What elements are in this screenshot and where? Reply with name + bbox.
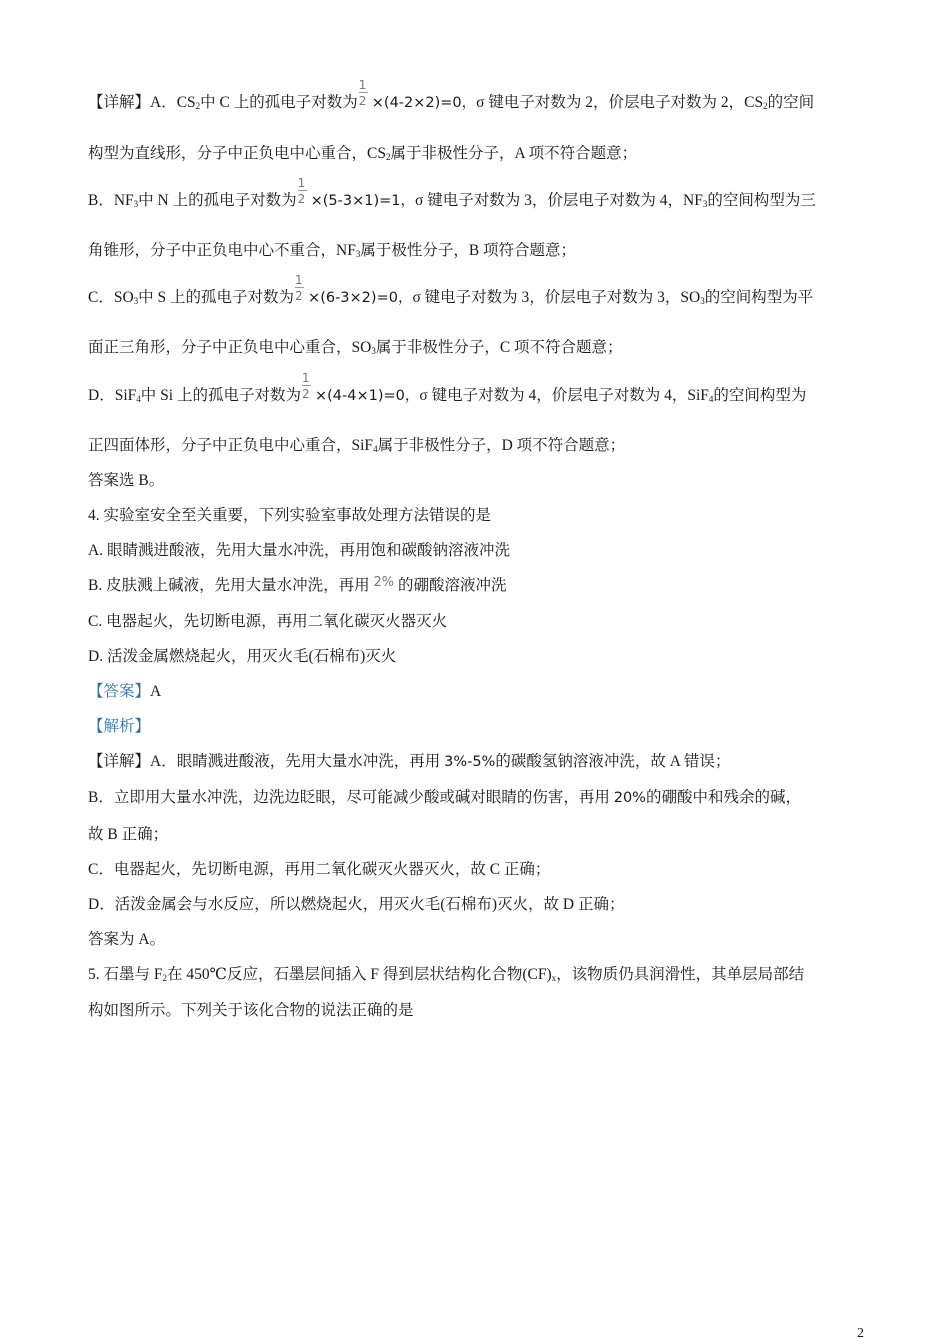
- answer-row: [88, 682, 161, 702]
- q5-stem-line1: 5. 石墨与 $F_2$在 450℃反应，石墨层间插入 F 得到层状结构化合物$(CF)_x$，该物质仍具润滑性，其单层局部结: [88, 966, 805, 983]
- q4-detail-b-line1: B．立即用大量水冲洗，边洗边眨眼，尽可能减少酸或碱对眼睛的伤害，再用 20%的硼酸中和残余的碱，: [88, 789, 801, 806]
- page-number: 2: [857, 1326, 864, 1341]
- detail-c-line1: C．$SO_3$中 S 上的孤电子对数为 $\frac{1}{2}$ ×(6-3×2)=0，σ 键电子对数为 3，价层电子对数为 3，$SO_3$的空间构型为平: [88, 288, 813, 308]
- answer-value: A: [150, 683, 162, 700]
- answer-label: 【答案】: [88, 683, 151, 700]
- detail-b-line1: B．$NF_3$中 N 上的孤电子对数为 $\frac{1}{2}$ ×(5-3×1)=1，σ 键电子对数为 3，价层电子对数为 4，$NF_3$的空间构型为三: [88, 191, 816, 211]
- q4-option-c: C. 电器起火，先切断电源，再用二氧化碳灭火器灭火: [88, 613, 448, 630]
- fraction-one-half: $\frac{1}{2}$: [297, 176, 306, 207]
- q4-stem: 4. 实验室安全至关重要，下列实验室事故处理方法错误的是: [88, 507, 492, 524]
- q4-option-d: D. 活泼金属燃烧起火，用灭火毛(石棉布)灭火: [88, 648, 397, 665]
- detail-label: 【详解】A．: [88, 94, 177, 111]
- fraction-one-half: $\frac{1}{2}$: [301, 371, 310, 402]
- analysis-label: 【解析】: [88, 718, 151, 735]
- q4-detail-a: 【详解】A．眼睛溅进酸液，先用大量水冲洗，再用 3%-5%的碳酸氢钠溶液冲洗，故 A 错误；: [88, 753, 731, 770]
- fraction-one-half: $\frac{1}{2}$: [358, 78, 367, 109]
- detail-b-line2: 角锥形，分子中正负电中心不重合，$NF_3$属于极性分子，B 项符合题意；: [88, 242, 577, 259]
- detail-d-line2: 正四面体形，分子中正负电中心重合，SiF$_4$属于非极性分子，D 项不符合题意；: [88, 437, 626, 454]
- percent-value: 2%: [373, 575, 395, 590]
- q5-stem-line2: 构如图所示。下列关于该化合物的说法正确的是: [88, 1002, 414, 1019]
- detail-c-line2: 面正三角形，分子中正负电中心重合，$SO_3$属于非极性分子，C 项不符合题意；: [88, 339, 623, 356]
- detail-a-line2: 构型为直线形，分子中正负电中心重合，$CS_2$属于非极性分子，A 项不符合题意；: [88, 145, 638, 162]
- detail-a-line1: 【详解】A．$CS_2$中 C 上的孤电子对数为 $\frac{1}{2}$ ×(4-2×2)=0，σ 键电子对数为 2，价层电子对数为 2，$CS_2$的空间: [88, 93, 814, 113]
- fraction-one-half: $\frac{1}{2}$: [295, 273, 303, 304]
- q4-option-b: B. 皮肤溅上碱液，先用大量水冲洗，再用 $^{2\%}$ 的硼酸溶液冲洗: [88, 575, 507, 594]
- q4-detail-b-line2: 故 B 正确；: [88, 826, 169, 843]
- q3-answer-text: 答案选 B。: [88, 472, 165, 489]
- q4-answer-text: 答案为 A。: [88, 931, 166, 948]
- q4-detail-d: D．活泼金属会与水反应，所以燃烧起火，用灭火毛(石棉布)灭火，故 D 正确；: [88, 896, 625, 913]
- q4-option-a: A. 眼睛溅进酸液，先用大量水冲洗，再用饱和碳酸钠溶液冲洗: [88, 542, 510, 559]
- q4-detail-c: C．电器起火，先切断电源，再用二氧化碳灭火器灭火，故 C 正确；: [88, 861, 551, 878]
- detail-d-line1: D．SiF$_4$中 Si 上的孤电子对数为 $\frac{1}{2}$ ×(4-4×1)=0，σ 键电子对数为 4，价层电子对数为 4，SiF$_4$的空间构型为: [88, 386, 806, 406]
